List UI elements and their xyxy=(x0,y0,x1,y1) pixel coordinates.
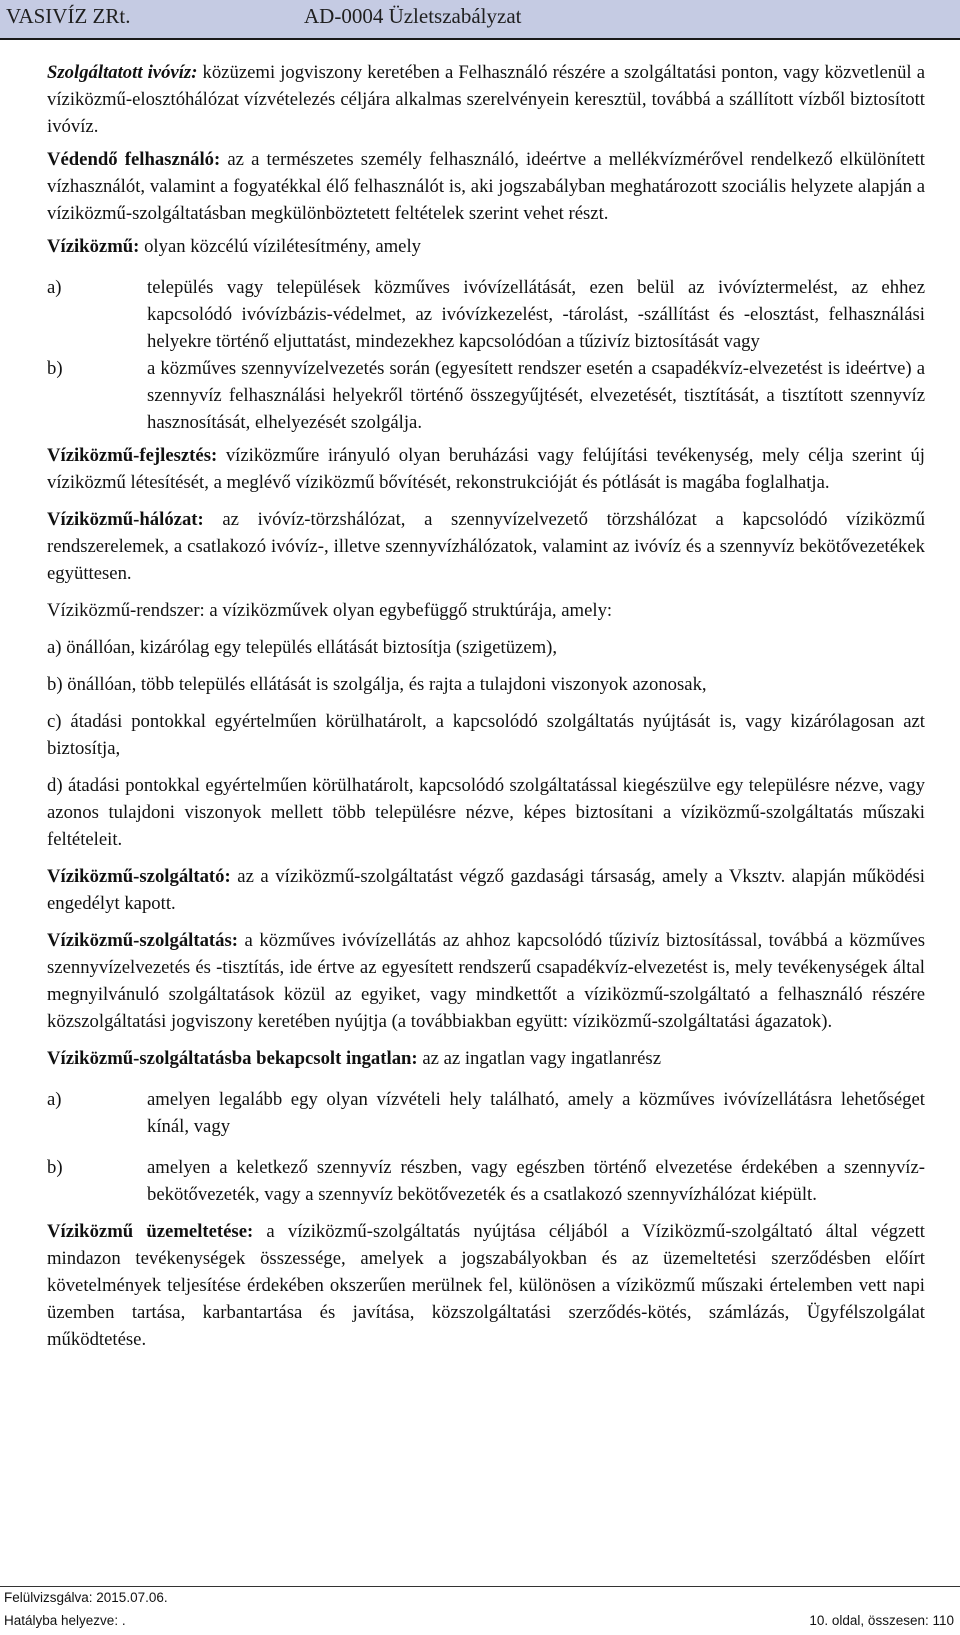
list-item: d) átadási pontokkal egyértelműen körülhatárolt, kapcsolódó szolgáltatással kiegészülve egy településre nézve, vagy azonos tulajdoni viszonyok mellett több településre nézve, képes biztosítani a víziközmű-szolgáltatás műszaki feltételeit. xyxy=(47,775,925,850)
definition-text: az a természetes személy felhasználó, ideértve a mellékvízmérővel rendelkező elkülönített vízhasználót, valamint a fogyatékkal élő felhasználót is, aki jogszabályban meghatározott szociális helyzete alapján a víziközmű-szolgáltatásban megkülönböztetett feltételek szerint vehet részt. xyxy=(47,149,925,224)
page-header xyxy=(0,0,960,40)
term-vedendo-felhasznalo: Védendő felhasználó: xyxy=(47,149,221,170)
list-label: a) xyxy=(47,1089,62,1110)
list-item: c) átadási pontokkal egyértelműen körülhatárolt, a kapcsolódó szolgáltatás nyújtását is, vagy kizárólagosan azt biztosítja, xyxy=(47,711,925,759)
list-item: a) önállóan, kizárólag egy település ellátását biztosítja (szigetüzem), xyxy=(47,637,558,658)
term-bekapcsolt-ingatlan: Víziközmű-szolgáltatásba bekapcsolt ingatlan: xyxy=(47,1048,418,1069)
definition-text: az az ingatlan vagy ingatlanrész xyxy=(417,1048,661,1069)
term-vizikozmu-uzemeltetese: Víziközmű üzemeltetése: xyxy=(47,1221,254,1242)
list-text: amelyen legalább egy olyan vízvételi hely található, amely a közműves ivóvízellátásra lehetőséget kínál, vagy xyxy=(147,1089,925,1137)
definition-vizikozmu-rendszer: Víziközmű-rendszer: a víziközművek olyan egybefüggő struktúrája, amely: xyxy=(47,600,613,621)
revision-date: Felülvizsgálva: 2015.07.06. xyxy=(4,1590,168,1605)
definition-vedendo-felhasznalo xyxy=(47,146,925,227)
definition-vizikozmu-uzemeltetese xyxy=(47,1218,925,1353)
footer-divider xyxy=(0,1586,960,1587)
definition-vizikozmu-szolgaltatas xyxy=(47,927,925,1035)
definition-vizikozmu xyxy=(47,233,925,260)
list-label: a) xyxy=(47,277,62,298)
document-body xyxy=(47,59,925,1363)
list-item xyxy=(47,1154,925,1208)
definition-text: a közműves ivóvízellátás az ahhoz kapcsolódó tűzivíz biztosítással, továbbá a közműves szennyvízelvezetés és -tisztítás, ide értve az egyesített rendszerű csapadékvíz-elvezetést is, mely tevékenységek által megnyilvánuló szolgáltatások közül az egyiket, vagy mindkettőt a víziközmű-szolgáltató a felhasználó részére közszolgáltatási jogviszony keretében nyújtja (a továbbiakban együtt: víziközmű-szolgáltatási ágazatok). xyxy=(47,930,925,1032)
list-text: amelyen a keletkező szennyvíz részben, vagy egészben történő elvezetése érdekében a szennyvíz-bekötővezeték, vagy a szennyvíz bekötővezeték és a csatlakozó szennyvízhálózat kiépült. xyxy=(147,1157,925,1205)
definition-text: víziközműre irányuló olyan beruházási vagy felújítási tevékenység, mely célja szerint új víziközmű létesítését, a meglévő víziközmű bővítését, rekonstrukcióját és pótlását is magába foglalhatja. xyxy=(47,445,925,493)
term-szolgaltatott-ivoviz: Szolgáltatott ivóvíz: xyxy=(47,62,198,83)
definition-text: az a víziközmű-szolgáltatást végző gazdasági társaság, amely a Vksztv. alapján működési engedélyt kapott. xyxy=(47,866,925,914)
definition-text: olyan közcélú vízilétesítmény, amely xyxy=(139,236,421,257)
list-item xyxy=(47,1086,925,1140)
term-vizikozmu-szolgaltato: Víziközmű-szolgáltató: xyxy=(47,866,231,887)
definition-text: közüzemi jogviszony keretében a Felhasználó részére a szolgáltatási ponton, vagy közvetlenül a víziközmű-elosztóhálózat vízvételezés céljára alkalmas szerelvényein keresztül, továbbá a szállított vízből biztosított ivóvíz. xyxy=(47,62,925,137)
list-item: b) önállóan, több település ellátását is szolgálja, és rajta a tulajdoni viszonyok azonosak, xyxy=(47,674,707,695)
term-vizikozmu-halozat: Víziközmű-hálózat: xyxy=(47,509,204,530)
list-text: település vagy települések közműves ivóvízellátását, ezen belül az ivóvíztermelést, az ehhez kapcsolódó ivóvízbázis-védelmet, az ivóvízkezelést, -tárolást, -szállítást és -elosztást, felhasználási helyekre történő eljuttatást, mindezekhez kapcsolódóan a tűzivíz biztosítását vagy xyxy=(147,277,925,352)
list-text: a közműves szennyvízelvezetés során (egyesített rendszer esetén a csapadékvíz-elvezetést is ideértve) a szennyvíz felhasználási helyekről történő összegyűjtését, elvezetését, tisztítását, a tisztított szennyvíz hasznosítását, elhelyezését szolgálja. xyxy=(147,358,925,433)
list-item xyxy=(47,355,925,436)
page-number: 10. oldal, összesen: 110 xyxy=(809,1613,954,1628)
definition-vizikozmu-szolgaltato xyxy=(47,863,925,917)
company-name: VASIVÍZ ZRt. xyxy=(6,4,131,28)
term-vizikozmu: Víziközmű: xyxy=(47,236,140,257)
effective-date: Hatályba helyezve: . xyxy=(4,1613,126,1628)
definition-text: a víziközmű-szolgáltatás nyújtása céljából a Víziközmű-szolgáltató által végzett mindazon tevékenységek összessége, amelyek a jogszabályokban és az üzemeltetési szerződésben előírt követelmények teljesítése érdekében okszerűen merülnek fel, különösen a víziközmű műszaki értelemben vett napi üzemben tartása, karbantartása és javítása, közszolgáltatási szerződés-kötés, számlázás, Ügyfélszolgálat működtetése. xyxy=(47,1221,925,1350)
definition-vizikozmu-fejlesztes xyxy=(47,442,925,496)
definition-text: az ivóvíz-törzshálózat, a szennyvízelvezető törzshálózat a kapcsolódó víziközmű rendszerelemek, a csatlakozó ivóvíz-, illetve szennyvízhálózatok, valamint az ivóvíz és a szennyvíz bekötővezetékek együttesen. xyxy=(47,509,925,584)
definition-vizikozmu-halozat xyxy=(47,506,925,587)
term-vizikozmu-fejlesztes: Víziközmű-fejlesztés: xyxy=(47,445,218,466)
term-vizikozmu-szolgaltatas: Víziközmű-szolgáltatás: xyxy=(47,930,238,951)
definition-bekapcsolt-ingatlan xyxy=(47,1045,925,1072)
list-item xyxy=(47,274,925,355)
definition-szolgaltatott-ivoviz xyxy=(47,59,925,140)
list-label: b) xyxy=(47,1157,63,1178)
document-title: AD-0004 Üzletszabályzat xyxy=(304,4,522,28)
list-label: b) xyxy=(47,358,63,379)
